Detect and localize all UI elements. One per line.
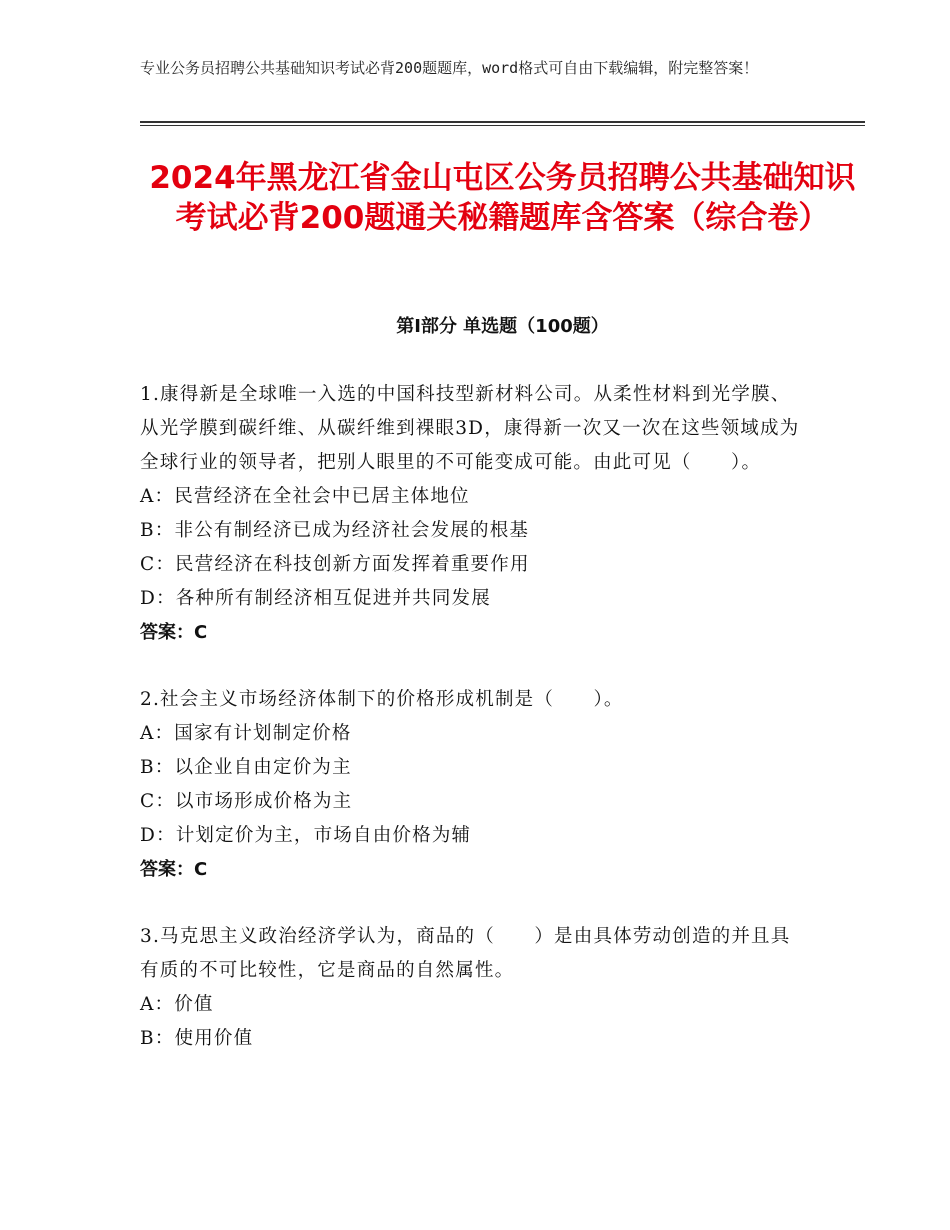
option-c: C：以市场形成价格为主 [140,791,353,812]
section-title: 第Ⅰ部分 单选题（100题） [396,316,609,337]
answer-line: 答案：C [140,622,208,643]
option-d: D：计划定价为主，市场自由价格为辅 [140,825,472,846]
header-note: 专业公务员招聘公共基础知识考试必背200题题库，word格式可自由下载编辑，附完整答案！ [140,59,759,77]
option-b: B：使用价值 [140,1028,254,1049]
option-b: B：以企业自由定价为主 [140,757,352,778]
option-c: C：民营经济在科技创新方面发挥着重要作用 [140,554,530,575]
question-list [140,378,810,1089]
question-stem: 1.康得新是全球唯一入选的中国科技型新材料公司。从柔性材料到光学膜、从光学膜到碳纤维、从碳纤维到裸眼3D，康得新一次又一次在这些领域成为全球行业的领导者，把别人眼里的不可能变成可能。由此可见（ ）。 [140,384,800,473]
question-item [140,378,810,650]
header-divider-thick [140,121,865,123]
option-a: A：国家有计划制定价格 [140,723,352,744]
question-item [140,920,810,1056]
document-title: 2024年黑龙江省金山屯区公务员招聘公共基础知识考试必背200题通关秘籍题库含答案（综合卷） [149,160,856,236]
option-b: B：非公有制经济已成为经济社会发展的根基 [140,520,530,541]
answer-line: 答案：C [140,859,208,880]
option-a: A：民营经济在全社会中已居主体地位 [140,486,470,507]
header-divider-thin [140,125,865,126]
option-a: A：价值 [140,994,214,1015]
question-stem: 3.马克思主义政治经济学认为，商品的（ ）是由具体劳动创造的并且具有质的不可比较性，它是商品的自然属性。 [140,926,791,981]
option-d: D：各种所有制经济相互促进并共同发展 [140,588,491,609]
question-stem: 2.社会主义市场经济体制下的价格形成机制是（ ）。 [140,689,624,710]
question-item [140,683,810,887]
